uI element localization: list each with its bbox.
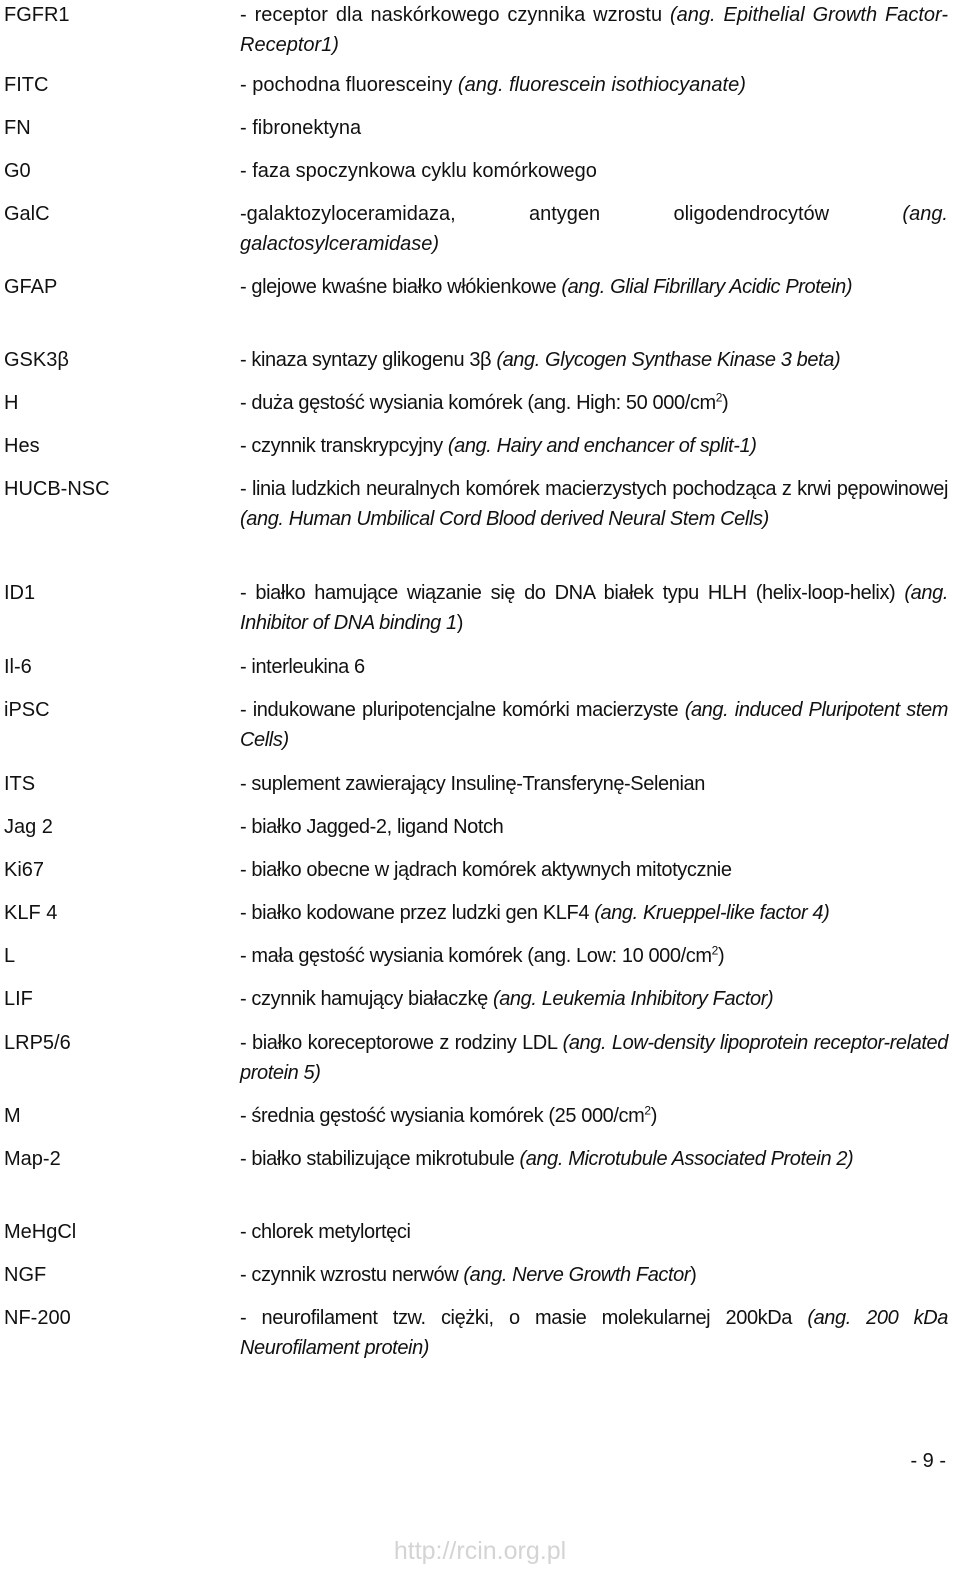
definition-english-term: (ang. Low-density lipoprotein receptor-related protein 5) [240,1032,948,1084]
abbreviation-term: M [4,1105,21,1127]
abbreviation-definition [240,695,948,755]
abbreviation-definition [240,272,948,302]
definition-english-term: (ang. Human Umbilical Cord Blood derived Neural Stem Cells) [240,508,769,530]
abbreviation-term: G0 [4,160,31,182]
abbreviation-term: ITS [4,773,36,795]
definition-text: - fibronektyna [240,117,362,139]
definition-english-term: (ang. Glial Fibrillary Acidic Protein) [561,276,853,298]
abbreviation-definition [240,984,948,1014]
abbreviation-definition [240,1101,948,1131]
abbreviation-term: Ki67 [4,859,45,881]
definition-text: - duża gęstość wysiania komórek (ang. High: 50 000/cm [240,392,716,414]
definition-text: - białko kodowane przez ludzki gen KLF4 [240,902,595,924]
superscript: 2 [715,390,722,405]
abbreviation-definition [240,431,948,461]
definition-text: - kinaza syntazy glikogenu 3β [240,349,497,371]
definition-english-term: (ang. Epithelial Growth Factor- Receptor1) [240,4,949,56]
abbreviation-term: L [4,945,16,967]
abbreviation-term: FGFR1 [4,4,70,26]
abbreviation-term: Il-6 [4,656,32,678]
abbreviation-term: GalC [4,203,50,225]
abbreviation-term: MeHgCl [4,1221,77,1243]
definition-text: - indukowane pluripotencjalne komórki macierzyste [240,699,685,721]
definition-text: ) [456,612,464,634]
definition-text: - linia ludzkich neuralnych komórek macierzystych pochodząca z krwi pępowinowej [240,478,948,500]
definition-text: - białko stabilizujące mikrotubule [240,1148,520,1170]
definition-english-term: (ang. fluorescein isothiocyanate) [457,74,746,96]
abbreviation-definition [240,1260,948,1290]
abbreviation-term: FITC [4,74,49,96]
definition-text: - mała gęstość wysiania komórek (ang. Low: 10 000/cm [240,945,712,967]
abbreviation-term: H [4,392,19,414]
definition-text: - czynnik wzrostu nerwów [240,1264,464,1286]
page-number: - 9 - [910,1450,946,1472]
abbreviation-term: LIF [4,988,33,1010]
definition-text: - średnia gęstość wysiania komórek (25 000/cm [240,1105,645,1127]
definition-english-term: (ang. galactosylceramidase) [240,203,948,255]
definition-text: - białko hamujące wiązanie się do DNA białek typu HLH (helix-loop-helix) [240,582,905,604]
definition-text: - czynnik transkrypcyjny [240,435,448,457]
definition-text: - interleukina 6 [240,656,365,678]
abbreviation-definition [240,652,948,682]
definition-text: - chlorek metylortęci [240,1221,411,1243]
abbreviation-definition [240,1217,948,1247]
definition-text: - suplement zawierający Insulinę-Transferynę-Selenian [240,773,705,795]
abbreviation-term: Map-2 [4,1148,61,1170]
abbreviation-definition [240,1028,948,1088]
abbreviation-term: GSK3β [4,349,69,371]
definition-text: - białko Jagged-2, ligand Notch [240,816,504,838]
abbreviation-definition [240,156,948,186]
abbreviation-term: ID1 [4,582,36,604]
abbreviation-term: LRP5/6 [4,1032,71,1054]
superscript: 2 [711,943,718,958]
abbreviation-term: GFAP [4,276,58,298]
abbreviation-term: NGF [4,1264,47,1286]
definition-text: ) [650,1105,657,1127]
abbreviation-definition [240,0,948,60]
abbreviation-definition [240,474,948,534]
abbreviation-term: iPSC [4,699,50,721]
definition-text: ) [722,392,729,414]
abbreviation-term: NF-200 [4,1307,71,1329]
definition-text: - białko obecne w jądrach komórek aktywnych mitotycznie [240,859,732,881]
definition-text: - czynnik hamujący białaczkę [240,988,493,1010]
superscript: 2 [644,1103,651,1118]
abbreviation-definition [240,199,948,259]
definition-text: - glejowe kwaśne białko włókienkowe [240,276,562,298]
abbreviation-definition [240,855,948,885]
abbreviation-definition [240,898,948,928]
definition-text: ) [690,1264,697,1286]
abbreviation-definition [240,388,948,418]
abbreviation-definition [240,1303,948,1363]
footer-watermark-url: http://rcin.org.pl [393,1537,567,1565]
abbreviation-definition [240,113,948,143]
abbreviation-term: Jag 2 [4,816,53,838]
abbreviation-term: FN [4,117,31,139]
abbreviation-definition [240,1144,948,1174]
definition-english-term: (ang. Hairy and enchancer of split-1) [447,435,757,457]
abbreviation-definition [240,769,948,799]
definition-english-term: (ang. Inhibitor of DNA binding 1 [240,582,948,634]
abbreviation-term: Hes [4,435,40,457]
abbreviation-term: KLF 4 [4,902,58,924]
definition-text: ) [717,945,725,967]
definition-text: - faza spoczynkowa cyklu komórkowego [240,160,597,182]
definition-english-term: (ang. Krueppel-like factor 4) [594,902,830,924]
abbreviation-definition [240,812,948,842]
definition-english-term: (ang. induced Pluripotent stem Cells) [240,699,948,751]
abbreviation-term: HUCB-NSC [4,478,110,500]
definition-text: -galaktozyloceramidaza, antygen oligodendrocytów [240,203,903,225]
definition-english-term: (ang. Leukemia Inhibitory Factor) [492,988,774,1010]
definition-english-term: (ang. Microtubule Associated Protein 2) [519,1148,854,1170]
abbreviation-definition [240,578,948,638]
abbreviation-definition [240,345,948,375]
definition-text: - receptor dla naskórkowego czynnika wzrostu [240,4,671,26]
definition-english-term: (ang. 200 kDa Neurofilament protein) [240,1307,948,1359]
definition-text: - neurofilament tzw. ciężki, o masie molekularnej 200kDa [240,1307,808,1329]
definition-english-term: (ang. Nerve Growth Factor [463,1264,691,1286]
definition-text: - białko koreceptorowe z rodziny LDL [240,1032,563,1054]
abbreviation-definition [240,70,948,100]
definition-english-term: (ang. Glycogen Synthase Kinase 3 beta) [496,349,841,371]
abbreviation-definition [240,941,948,971]
definition-text: - pochodna fluoresceiny [240,74,458,96]
